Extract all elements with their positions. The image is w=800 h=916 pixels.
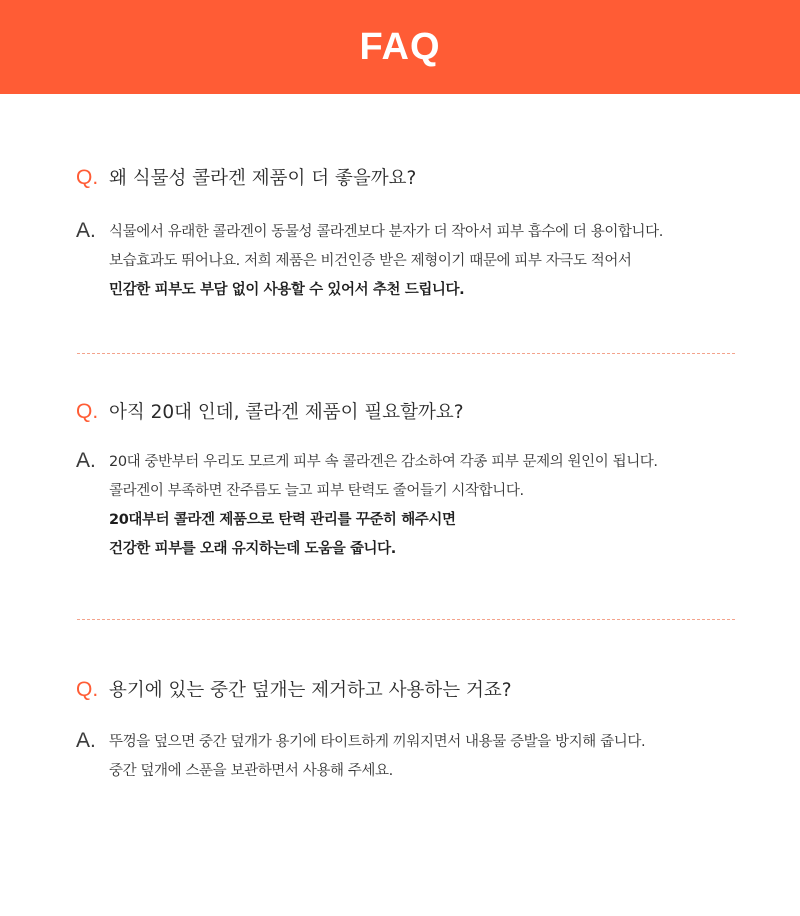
- question-row: [76, 676, 746, 706]
- faq-item-2: [76, 398, 746, 564]
- answer-line: 뚜껑을 덮으면 중간 덮개가 용기에 타이트하게 끼워지면서 내용물 증발을 방지해 줍니다.: [109, 734, 646, 750]
- page-title: FAQ: [359, 25, 441, 68]
- question-marker: Q.: [76, 400, 99, 423]
- answer-marker: A.: [76, 449, 96, 472]
- divider: [77, 353, 735, 354]
- question-row: [76, 164, 746, 194]
- answer-line: 콜라겐이 부족하면 잔주름도 늘고 피부 탄력도 줄어들기 시작합니다.: [109, 483, 524, 499]
- question-text: 아직 20대 인데, 콜라겐 제품이 필요할까요?: [109, 402, 464, 423]
- answer-text: [109, 218, 663, 305]
- faq-item-1: [76, 164, 746, 305]
- question-text: 왜 식물성 콜라겐 제품이 더 좋을까요?: [109, 168, 417, 189]
- answer-text: [109, 448, 658, 564]
- answer-text: [109, 728, 645, 786]
- answer-line: 식물에서 유래한 콜라겐이 동물성 콜라겐보다 분자가 더 작아서 피부 흡수에 더 용이합니다.: [109, 224, 663, 240]
- faq-header: [0, 0, 800, 94]
- answer-row: [76, 448, 746, 564]
- answer-marker: A.: [76, 219, 96, 242]
- answer-line: 20대 중반부터 우리도 모르게 피부 속 콜라겐은 감소하여 각종 피부 문제의 원인이 됩니다.: [109, 454, 658, 470]
- question-row: [76, 398, 746, 428]
- faq-item-3: [76, 676, 746, 786]
- divider: [77, 619, 735, 620]
- question-marker: Q.: [76, 678, 99, 701]
- answer-row: [76, 728, 746, 786]
- answer-line: 중간 덮개에 스푼을 보관하면서 사용해 주세요.: [109, 763, 393, 779]
- answer-line: 보습효과도 뛰어나요. 저희 제품은 비건인증 받은 제형이기 때문에 피부 자극도 적어서: [109, 253, 632, 269]
- answer-line-emphasis: 20대부터 콜라겐 제품으로 탄력 관리를 꾸준히 해주시면: [109, 512, 456, 528]
- answer-line-emphasis: 건강한 피부를 오래 유지하는데 도움을 줍니다.: [109, 541, 396, 557]
- answer-marker: A.: [76, 729, 96, 752]
- question-marker: Q.: [76, 166, 99, 189]
- question-text: 용기에 있는 중간 덮개는 제거하고 사용하는 거죠?: [109, 680, 512, 701]
- answer-row: [76, 218, 746, 305]
- answer-line-emphasis: 민감한 피부도 부담 없이 사용할 수 있어서 추천 드립니다.: [109, 282, 465, 298]
